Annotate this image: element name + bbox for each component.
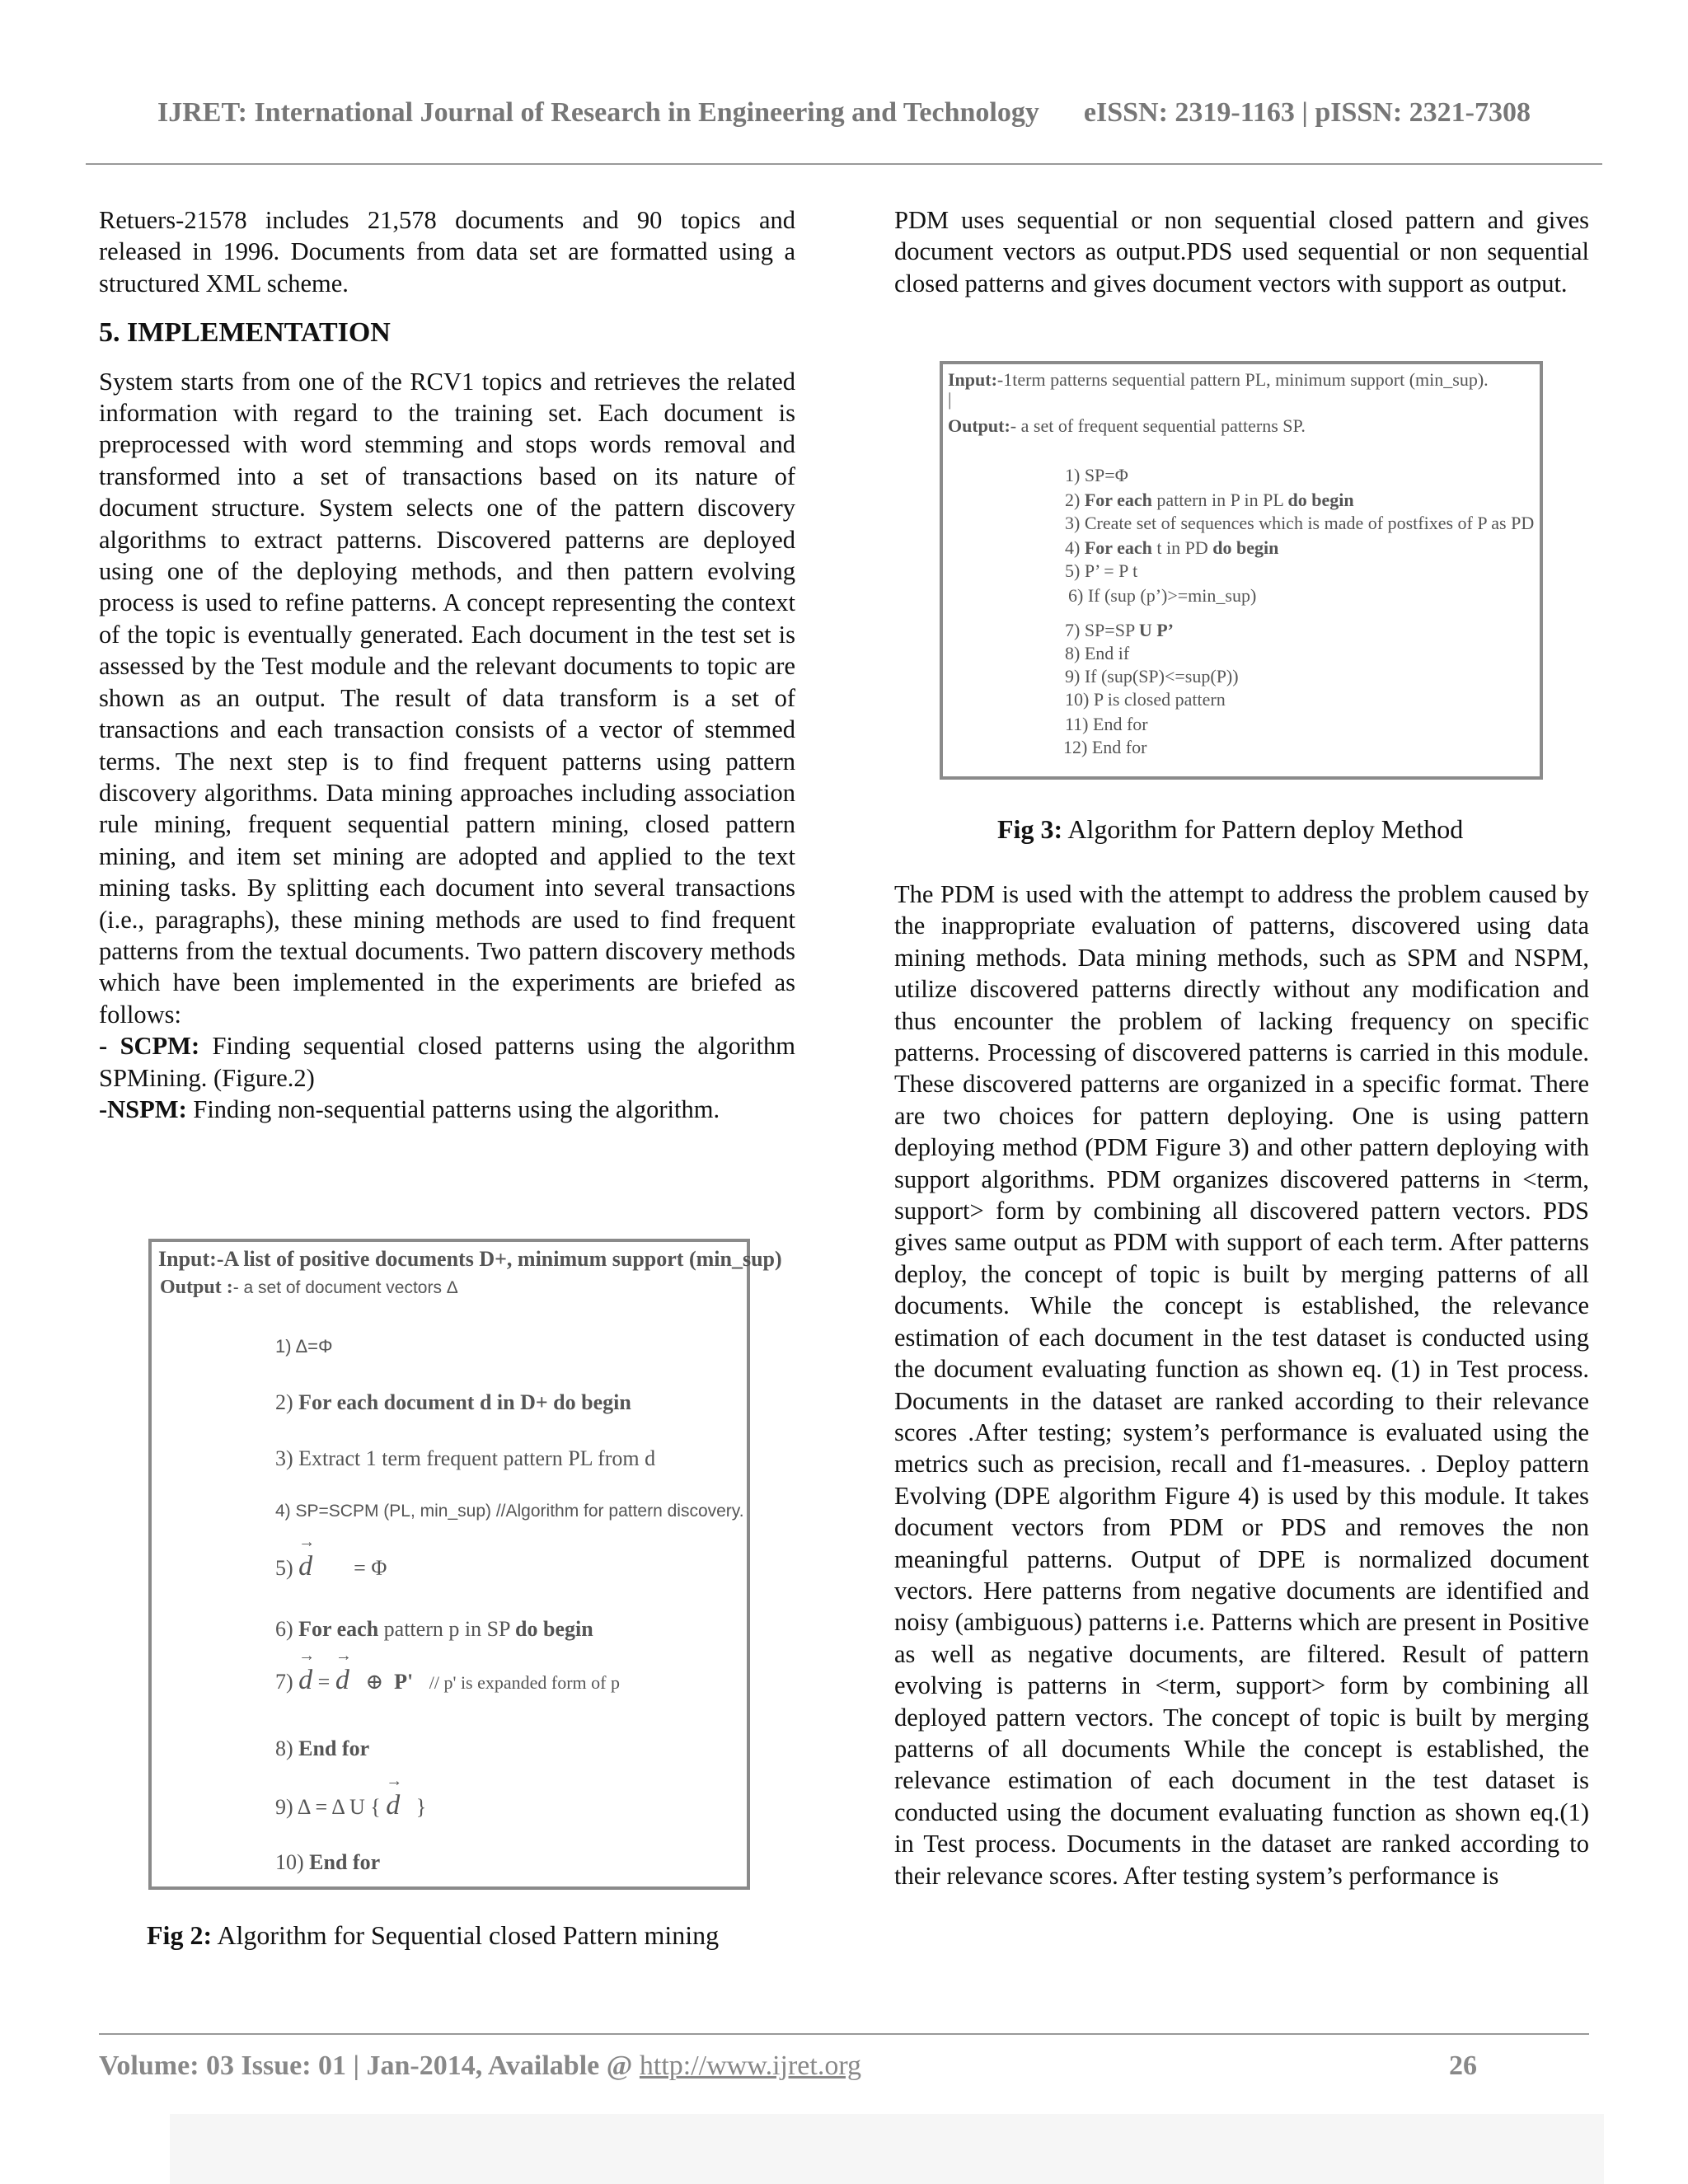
nspm-label: -NSPM: bbox=[99, 1094, 187, 1123]
fig3-step-4: 4) For each t in PD do begin bbox=[1065, 537, 1279, 558]
fig2-step-3: 3) Extract 1 term frequent pattern PL from d bbox=[275, 1446, 656, 1470]
figure-3-algorithm bbox=[940, 361, 1543, 780]
fig2-step-6: 6) For each pattern p in SP do begin bbox=[275, 1617, 593, 1641]
fig2-step-8: 8) End for bbox=[275, 1736, 370, 1760]
pdm-intro-paragraph: PDM uses sequential or non sequential closed pattern and gives document vectors as output.PDS used sequential or non sequential closed patterns and gives document vectors with support as output. bbox=[894, 206, 1589, 298]
fig3-step-2: 2) For each pattern in P in PL do begin bbox=[1065, 490, 1354, 510]
fig3-step-5: 5) P’ = P t bbox=[1065, 560, 1138, 581]
fig2-step-5: 5) → d = Φ bbox=[275, 1551, 387, 1582]
fig3-step-1: 1) SP=Φ bbox=[1065, 465, 1128, 485]
fig2-step-9: 9) Δ = Δ U { → d } bbox=[275, 1790, 426, 1821]
running-header bbox=[0, 97, 1688, 129]
fig2-input: Input:-A list of positive documents D+, minimum support (min_sup) bbox=[158, 1247, 782, 1271]
fig3-step-6: 6) If (sup (p’)>=min_sup) bbox=[1068, 585, 1257, 606]
header-divider bbox=[86, 163, 1602, 165]
nspm-text: Finding non-sequential patterns using the algorithm. bbox=[186, 1094, 720, 1123]
fig3-step-3: 3) Create set of sequences which is made of postfixes of P as PD bbox=[1065, 513, 1535, 533]
right-column bbox=[894, 204, 1589, 299]
footer-divider bbox=[99, 2033, 1589, 2035]
scpm-text: Finding sequential closed patterns using the algorithm SPMining. (Figure.2) bbox=[99, 1032, 795, 1092]
page-bottom-shade bbox=[170, 2114, 1604, 2184]
section-heading: 5. IMPLEMENTATION bbox=[99, 317, 391, 349]
page-number: 26 bbox=[1449, 2050, 1477, 2081]
scpm-label: - SCPM: bbox=[99, 1032, 200, 1061]
fig2-step-2: 2) For each document d in D+ do begin bbox=[275, 1390, 631, 1414]
scpm-item bbox=[99, 1030, 795, 1094]
figure-2-caption: Fig 2: Algorithm for Sequential closed Pattern mining bbox=[147, 1920, 720, 1950]
journal-link[interactable]: http://www.ijret.org bbox=[639, 2050, 862, 2081]
fig2-step-10: 10) End for bbox=[275, 1850, 381, 1874]
fig3-step-9: 9) If (sup(SP)<=sup(P)) bbox=[1065, 666, 1239, 687]
pdm-paragraph: The PDM is used with the attempt to address the problem caused by the inappropriate evaluation of patterns, discovered using data mining methods. Data mining methods, such as SPM and NSPM, utilize discovered patterns directly without any modification and thus encounter the problem of lacking frequency on specific patterns. Processing of discovered patterns is carried in this module. These discovered patterns are organized in a specific format. There are two choices for pattern deploying. One is using pattern deploying method (PDM Figure 3) and other pattern deploying with support algorithms. PDM organizes discovered patterns in <term, support> form by combining all discovered pattern vectors. PDS gives same output as PDM with support of each term. After patterns deploy, the concept of topic is built by merging patterns of all documents. While the concept is established, the relevance estimation of each document in the test dataset is conducted using the document evaluating function as shown eq. (1) in Test process. Documents in the dataset are ranked according to their relevance scores .After testing; system’s performance is evaluated using the metrics such as precision, recall and f1-measures. . Deploy pattern Evolving (DPE algorithm Figure 4) is used by this module. It takes document vectors from PDM or PDS and removes the non meaningful patterns. Output of DPE is normalized document vectors. Here patterns from negative documents are identified and noisy (ambiguous) patterns i.e. Patterns which are present in Positive as well as negative documents, are filtered. Result of pattern evolving is patterns in <term, support> form by combining all deployed pattern vectors. The concept of topic is built by merging patterns of all documents While the concept is established, the relevance estimation of each document in the test dataset is conducted using the document evaluating function as shown eq.(1) in Test process. Documents in the dataset are ranked according to their relevance scores. After testing system’s performance is bbox=[894, 880, 1589, 1890]
issn: eISSN: 2319-1163 | pISSN: 2321-7308 bbox=[1083, 97, 1531, 128]
fig2-output: Output :- a set of document vectors Δ bbox=[160, 1277, 458, 1298]
figure-2-algorithm bbox=[148, 1239, 782, 1890]
fig3-step-11: 11) End for bbox=[1065, 714, 1148, 734]
fig3-input: Input:-1term patterns sequential pattern PL, minimum support (min_sup). bbox=[948, 369, 1489, 390]
intro-paragraph: Retuers-21578 includes 21,578 documents and 90 topics and released in 1996. Documents from data set are formatted using a structured XML scheme. bbox=[99, 206, 795, 298]
fig2-step-7: 7) → d = → d ⊕ P' // p' is expanded form of p bbox=[275, 1665, 620, 1696]
footer-volume: Volume: 03 Issue: 01 | Jan-2014, Available @ http://www.ijret.org bbox=[99, 2050, 862, 2081]
fig2-step-4: 4) SP=SCPM (PL, min_sup) //Algorithm for pattern discovery. bbox=[275, 1502, 744, 1521]
fig3-cursor: | bbox=[948, 389, 952, 410]
implementation-paragraph: System starts from one of the RCV1 topics and retrieves the related information with regard to the training set. Each document is preprocessed with word stemming and stops words removal and transformed into a set of transactions based on its nature of document structure. System selects one of the pattern discovery algorithms to extract patterns. Discovered patterns are deployed using one of the deploying methods, and then pattern evolving process is used to refine patterns. A concept representing the context of the topic is eventually generated. Each document in the test set is assessed by the Test module and the relevant documents to topic are shown as an output. The result of data transform is a set of transactions and each transaction consists of a vector of stemmed terms. The next step is to find frequent patterns using pattern discovery algorithms. Data mining approaches including association rule mining, frequent sequential pattern mining, closed pattern mining, and item set mining are adopted and applied to the text mining tasks. By splitting each document into several transactions (i.e., paragraphs), these mining methods are used to find frequent patterns from the textual documents. Two pattern discovery methods which have been implemented in the experiments are briefed as follows: bbox=[99, 367, 795, 1029]
left-column bbox=[99, 204, 795, 1125]
fig2-step-1: 1) Δ=Φ bbox=[275, 1336, 333, 1357]
fig3-step-8: 8) End if bbox=[1065, 643, 1130, 663]
fig3-step-10: 10) P is closed pattern bbox=[1065, 689, 1226, 710]
fig3-output: Output:- a set of frequent sequential patterns SP. bbox=[948, 415, 1306, 436]
nspm-item bbox=[99, 1094, 795, 1125]
fig3-step-12: 12) End for bbox=[1063, 737, 1147, 757]
right-column-body bbox=[894, 879, 1589, 1891]
fig3-step-7: 7) SP=SP U P’ bbox=[1065, 620, 1175, 640]
figure-3-caption: Fig 3: Algorithm for Pattern deploy Method bbox=[997, 814, 1464, 844]
journal-title: IJRET: International Journal of Research in Engineering and Technology bbox=[157, 97, 1039, 128]
